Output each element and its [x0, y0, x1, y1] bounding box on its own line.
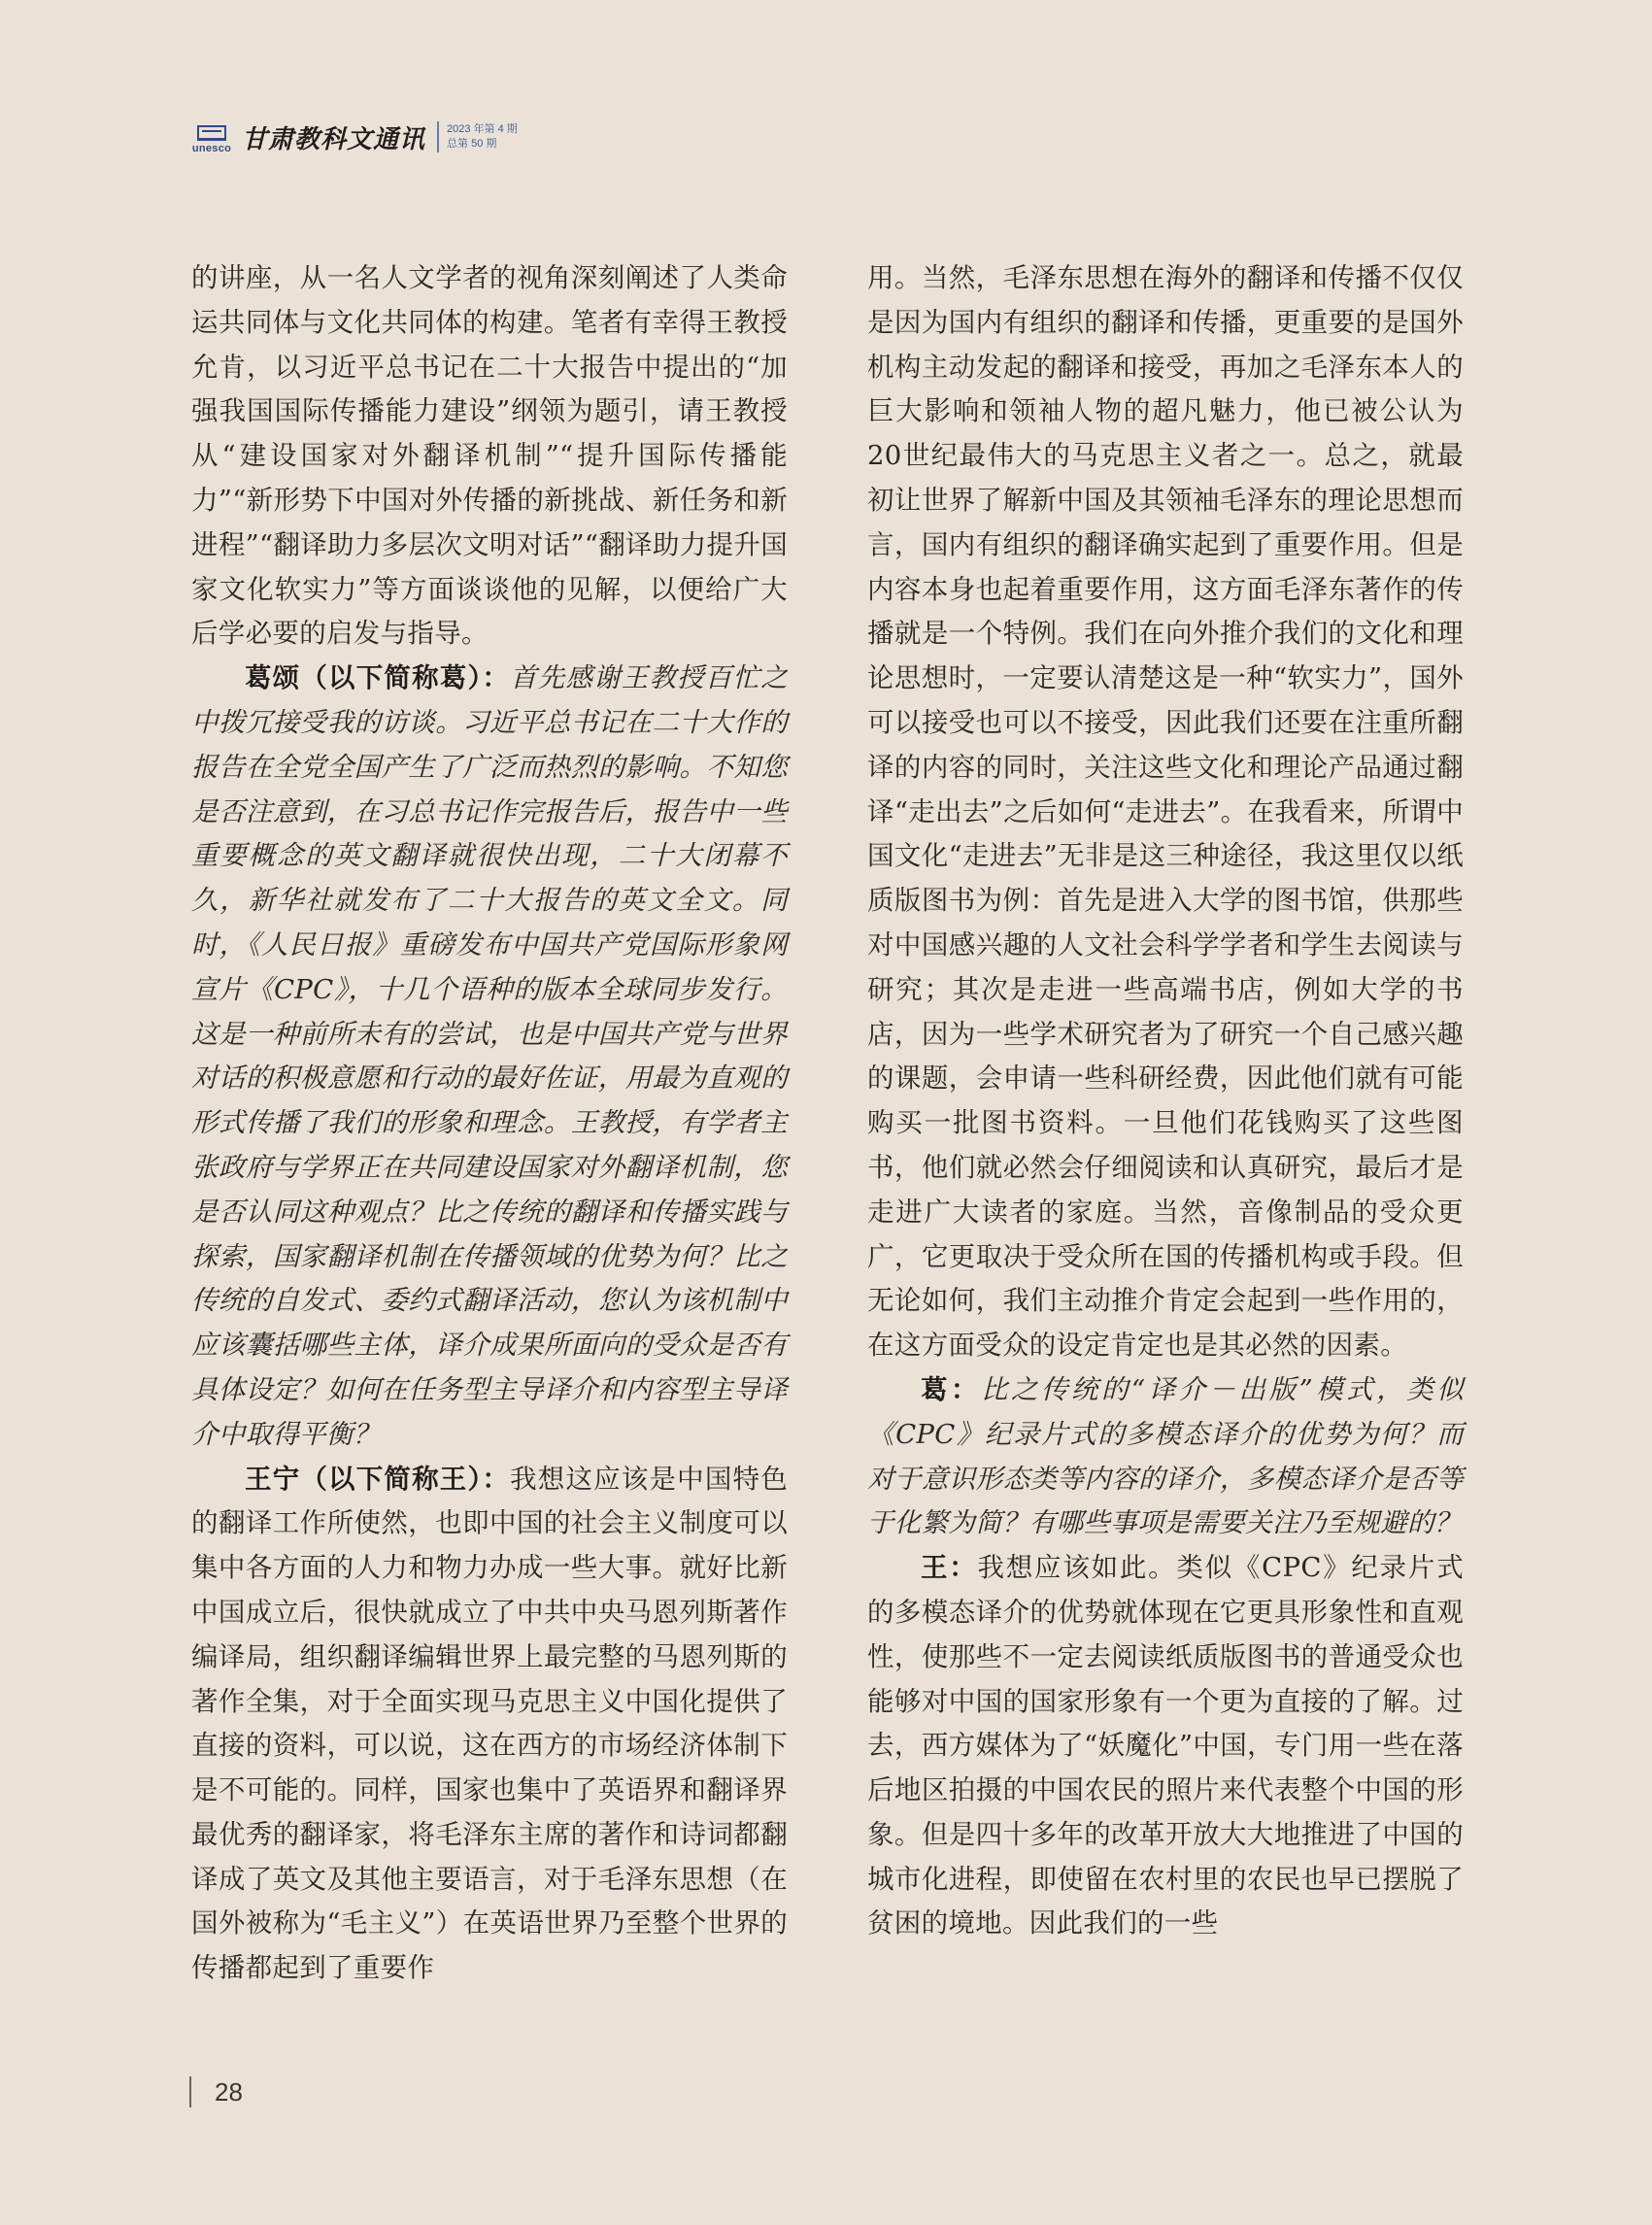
speaker-ge-short: 葛：	[921, 1373, 982, 1405]
speaker-wang: 王宁（以下简称王）：	[245, 1463, 511, 1495]
unesco-logo-text: unesco	[191, 143, 232, 154]
issue-info	[447, 122, 518, 152]
answer-1-continued: 用。当然，毛泽东思想在海外的翻译和传播不仅仅是因为国内有组织的翻译和传播，更重要的是国外机构主动发起的翻译和接受，再加之毛泽东本人的巨大影响和领袖人物的超凡魅力，他已被公认为20世纪最伟大的马克思主义者之一。总之，就最初让世界了解新中国及其领袖毛泽东的理论思想而言，国内有组织的翻译确实起到了重要作用。但是内容本身也起着重要作用，这方面毛泽东著作的传播就是一个特例。我们在向外推介我们的文化和理论思想时，一定要认清楚这是一种“软实力”，国外可以接受也可以不接受，因此我们还要在注重所翻译的内容的同时，关注这些文化和理论产品通过翻译“走出去”之后如何“走进去”。在我看来，所谓中国文化“走进去”无非是这三种途径，我这里仅以纸质版图书为例：首先是进入大学的图书馆，供那些对中国感兴趣的人文社会科学学者和学生去阅读与研究；其次是走进一些高端书店，例如大学的书店，因为一些学术研究者为了研究一个自己感兴趣的课题，会申请一些科研经费，因此他们就有可能购买一批图书资料。一旦他们花钱购买了这些图书，他们就必然会仔细阅读和认真研究，最后才是走进广大读者的家庭。当然，音像制品的受众更广，它更取决于受众所在国的传播机构或手段。但无论如何，我们主动推介肯定会起到一些作用的，在这方面受众的设定肯定也是其必然的因素。	[867, 262, 1464, 1362]
page-footer	[189, 2076, 243, 2107]
page-number: 28	[215, 2076, 243, 2107]
answer-1-text: 我想这应该是中国特色的翻译工作所使然，也即中国的社会主义制度可以集中各方面的人力和物力办成一些大事。就好比新中国成立后，很快就成立了中共中央马恩列斯著作编译局，组织翻译编辑世界上最完整的马恩列斯的著作全集，对于全面实现马克思主义中国化提供了直接的资料，可以说，这在西方的市场经济体制下是不可能的。同样，国家也集中了英语界和翻译界最优秀的翻译家，将毛泽东主席的著作和诗词都翻译成了英文及其他主要语言，对于毛泽东思想（在国外被称为“毛主义”）在英语世界乃至整个世界的传播都起到了重要作	[191, 1463, 789, 1984]
unesco-logo	[189, 119, 234, 154]
left-column	[191, 256, 788, 1991]
speaker-wang-short: 王：	[921, 1552, 978, 1584]
issue-total: 总第 50 期	[447, 138, 497, 150]
header-divider	[437, 121, 439, 152]
right-column	[867, 256, 1464, 1946]
question-1	[191, 657, 788, 1457]
answer-1	[191, 1458, 788, 1992]
answer-2	[867, 1546, 1464, 1946]
answer-2-text: 我想应该如此。类似《CPC》纪录片式的多模态译介的优势就体现在它更具形象性和直观性，使那些不一定去阅读纸质版图书的普通受众也能够对中国的国家形象有一个更为直接的了解。过去，西方媒体为了“妖魔化”中国，专门用一些在落后地区拍摄的中国农民的照片来代表整个中国的形象。但是四十多年的改革开放大大地推进了中国的城市化进程，即使留在农村里的农民也早已摆脱了贫困的境地。因此我们的一些	[867, 1552, 1464, 1939]
unesco-temple-icon	[197, 125, 226, 141]
issue-year: 2023 年第 4 期	[447, 123, 518, 135]
speaker-ge: 葛颂（以下简称葛）：	[245, 662, 511, 694]
question-2-text: 比之传统的“译介－出版”模式，类似《CPC》纪录片式的多模态译介的优势为何？而对于意识形态类等内容的译介，多模态译介是否等于化繁为简？有哪些事项是需要关注乃至规避的？	[867, 1373, 1464, 1539]
journal-title: 甘肃教科文通讯	[242, 124, 426, 154]
question-2	[867, 1368, 1464, 1546]
question-1-text: 首先感谢王教授百忙之中拨冗接受我的访谈。习近平总书记在二十大作的报告在全党全国产生了广泛而热烈的影响。不知您是否注意到，在习总书记作完报告后，报告中一些重要概念的英文翻译就很快出现，二十大闭幕不久，新华社就发布了二十大报告的英文全文。同时，《人民日报》重磅发布中国共产党国际形象网宣片《CPC》，十几个语种的版本全球同步发行。这是一种前所未有的尝试，也是中国共产党与世界对话的积极意愿和行动的最好佐证，用最为直观的形式传播了我们的形象和理念。王教授，有学者主张政府与学界正在共同建设国家对外翻译机制，您是否认同这种观点？比之传统的翻译和传播实践与探索，国家翻译机制在传播领域的优势为何？比之传统的自发式、委约式翻译活动，您认为该机制中应该囊括哪些主体，译介成果所面向的受众是否有具体设定？如何在任务型主导译介和内容型主导译介中取得平衡？	[191, 662, 789, 1450]
footer-divider	[189, 2076, 191, 2107]
page-header	[189, 119, 518, 154]
intro-paragraph: 的讲座，从一名人文学者的视角深刻阐述了人类命运共同体与文化共同体的构建。笔者有幸得王教授允肯，以习近平总书记在二十大报告中提出的“加强我国国际传播能力建设”纲领为题引，请王教授从“建设国家对外翻译机制”“提升国际传播能力”“新形势下中国对外传播的新挑战、新任务和新进程”“翻译助力多层次文明对话”“翻译助力提升国家文化软实力”等方面谈谈他的见解，以便给广大后学必要的启发与指导。	[191, 262, 788, 650]
